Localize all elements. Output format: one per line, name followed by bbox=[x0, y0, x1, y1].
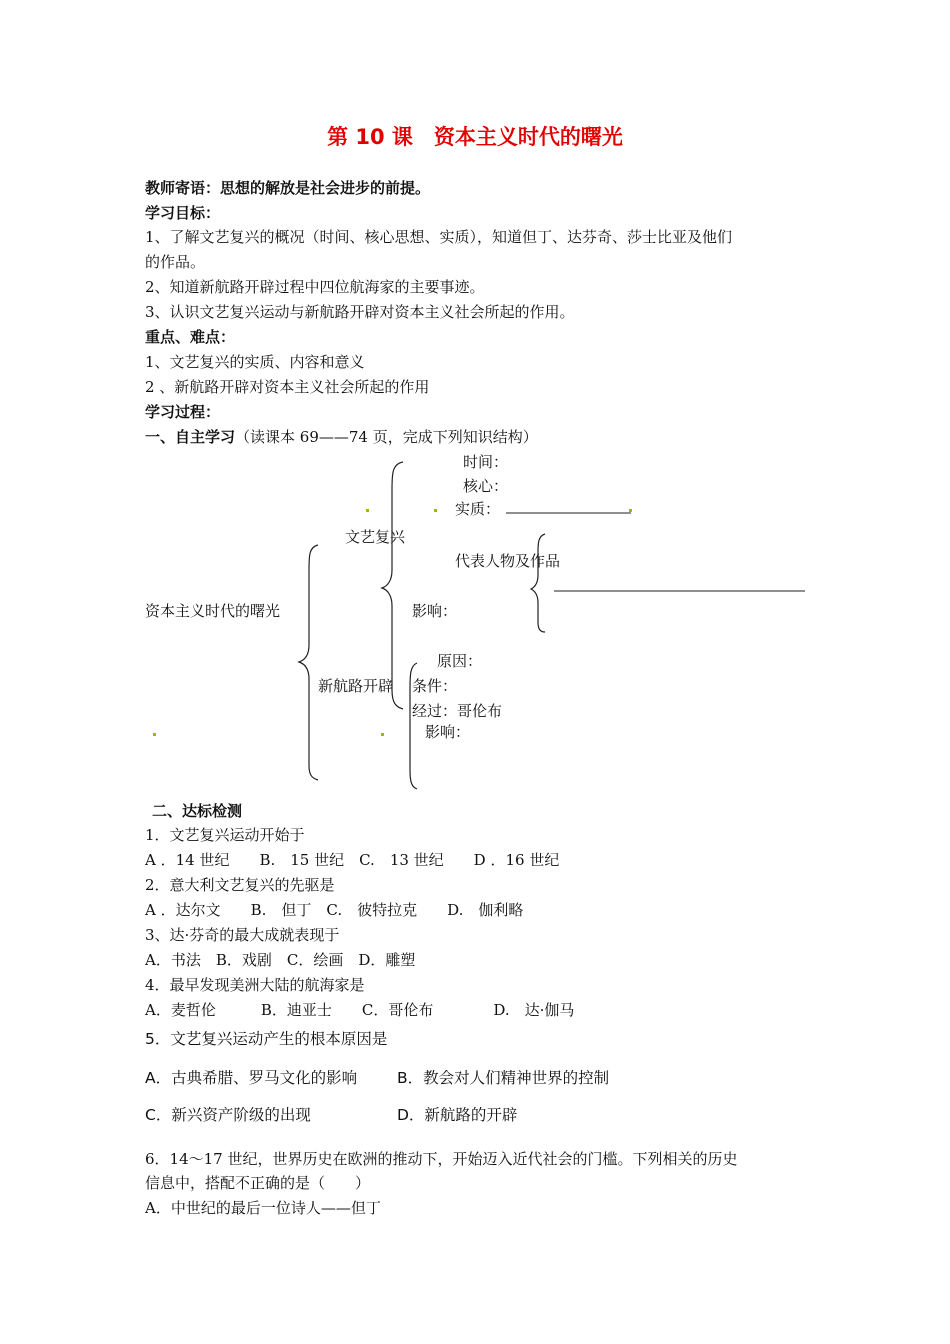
page-title: 第 10 课 资本主义时代的曙光 bbox=[327, 125, 623, 149]
structure-time: 时间： bbox=[463, 453, 509, 471]
marker-dot bbox=[381, 733, 384, 736]
keypoints-heading: 重点、难点： bbox=[145, 328, 236, 346]
question-1-options: A ．14 世纪 B. 15 世纪 C. 13 世纪 D ．16 世纪 bbox=[145, 851, 560, 869]
structure-core: 核心： bbox=[463, 477, 509, 495]
teacher-motto: 教师寄语：思想的解放是社会进步的前提。 bbox=[145, 179, 431, 197]
question-5-option-a: A．古典希腊、罗马文化的影响 bbox=[145, 1069, 358, 1087]
structure-representatives: 代表人物及作品 bbox=[455, 552, 561, 570]
section1-note: （读课本 69——74 页，完成下列知识结构） bbox=[235, 428, 538, 446]
question-1: 1．文艺复兴运动开始于 bbox=[145, 826, 305, 844]
goal-item-1-cont: 的作品。 bbox=[145, 253, 206, 271]
structure-renaissance: 文艺复兴 bbox=[345, 528, 406, 546]
goal-item-3: 3、认识文艺复兴运动与新航路开辟对资本主义社会所起的作用。 bbox=[145, 303, 575, 321]
question-5: 5．文艺复兴运动产生的根本原因是 bbox=[145, 1030, 388, 1048]
goal-item-2: 2、知道新航路开辟过程中四位航海家的主要事迹。 bbox=[145, 278, 485, 296]
section2-heading: 二、达标检测 bbox=[152, 802, 243, 820]
question-6-option-a: A．中世纪的最后一位诗人——但丁 bbox=[145, 1199, 381, 1217]
question-2-options: A ．达尔文 B. 但丁 C. 彼特拉克 D. 伽利略 bbox=[145, 901, 524, 919]
question-4-options: A．麦哲伦 B．迪亚士 C．哥伦布 D. 达·伽马 bbox=[145, 1001, 575, 1019]
marker-dot bbox=[153, 733, 156, 736]
question-3: 3、达·芬奇的最大成就表现于 bbox=[145, 926, 340, 944]
structure-influence-route: 影响： bbox=[425, 723, 471, 741]
question-5-option-c: C．新兴资产阶级的出现 bbox=[145, 1106, 311, 1124]
root-brace bbox=[299, 545, 318, 780]
marker-dot bbox=[629, 509, 632, 512]
structure-essence: 实质： bbox=[455, 500, 501, 518]
question-2: 2．意大利文艺复兴的先驱是 bbox=[145, 876, 335, 894]
goal-item-1: 1、了解文艺复兴的概况（时间、核心思想、实质），知道但丁、达芬奇、莎士比亚及他们 bbox=[145, 228, 733, 246]
marker-dot bbox=[434, 509, 437, 512]
renaissance-brace bbox=[382, 462, 403, 709]
structure-condition: 条件： bbox=[412, 677, 458, 695]
structure-process: 经过：哥伦布 bbox=[412, 702, 503, 720]
keypoint-item-1: 1、文艺复兴的实质、内容和意义 bbox=[145, 353, 365, 371]
structure-route: 新航路开辟 bbox=[318, 677, 394, 695]
question-5-option-b: B．教会对人们精神世界的控制 bbox=[397, 1069, 610, 1087]
question-3-options: A．书法 B．戏剧 C．绘画 D．雕塑 bbox=[145, 951, 416, 969]
question-6: 6．14～17 世纪，世界历史在欧洲的推动下，开始迈入近代社会的门槛。下列相关的历史 bbox=[145, 1150, 738, 1168]
representatives-brace bbox=[531, 534, 545, 632]
goals-heading: 学习目标： bbox=[145, 204, 221, 222]
structure-cause: 原因： bbox=[437, 652, 483, 670]
question-6-cont: 信息中，搭配不正确的是（ ） bbox=[145, 1174, 371, 1192]
structure-root: 资本主义时代的曙光 bbox=[145, 602, 281, 620]
question-4: 4．最早发现美洲大陆的航海家是 bbox=[145, 976, 365, 994]
process-heading: 学习过程： bbox=[145, 403, 221, 421]
marker-dot bbox=[366, 509, 369, 512]
keypoint-item-2: 2 、新航路开辟对资本主义社会所起的作用 bbox=[145, 378, 430, 396]
section1-heading: 一、自主学习 bbox=[145, 428, 236, 446]
question-5-option-d: D．新航路的开辟 bbox=[397, 1106, 518, 1124]
structure-influence-renaissance: 影响： bbox=[412, 602, 458, 620]
